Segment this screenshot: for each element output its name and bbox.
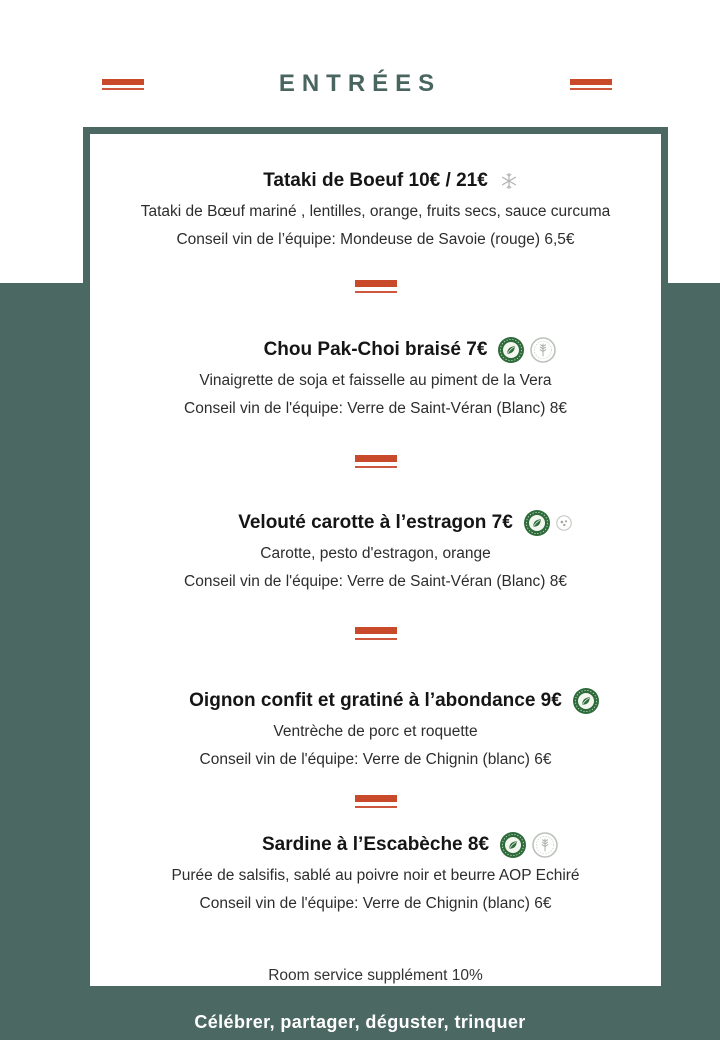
item-description: Vinaigrette de soja et faisselle au piment de la Vera: [199, 372, 552, 389]
item-description: Purée de salsifis, sablé au poivre noir et beurre AOP Echiré: [171, 867, 580, 884]
wine-advice: Conseil vin de l'équipe: Verre de Chignin (blanc) 6€: [199, 751, 552, 768]
vegetarian-badge-icon: [524, 510, 550, 536]
vegetarian-badge-icon: [498, 337, 524, 363]
item-title: [90, 337, 661, 363]
decoration-thin-line: [102, 88, 144, 90]
item-title-text: Chou Pak-Choi braisé 7€: [263, 339, 488, 360]
item-title: [90, 832, 661, 858]
menu-card: [83, 127, 668, 993]
gluten-badge-icon: [530, 337, 556, 363]
item-title-text: Tataki de Boeuf 10€ / 21€: [263, 170, 488, 191]
divider-thin-line: [355, 466, 397, 468]
item-title: [90, 688, 661, 714]
item-icons: [524, 510, 572, 536]
menu-item: [90, 688, 661, 772]
snowflake-icon: [499, 171, 519, 191]
room-service-note: Room service supplément 10%: [268, 967, 483, 984]
vegetarian-badge-icon: [573, 688, 599, 714]
item-title-text: Oignon confit et gratiné à l’abondance 9€: [189, 690, 562, 711]
divider-thin-line: [355, 291, 397, 293]
wine-advice: Conseil vin de l’équipe: Mondeuse de Savoie (rouge) 6,5€: [176, 231, 575, 248]
item-title: [90, 168, 661, 194]
divider-thick-bar: [355, 280, 397, 287]
item-icons: [498, 337, 556, 363]
decoration-thick-bar: [570, 79, 612, 85]
decoration-thick-bar: [102, 79, 144, 85]
item-icons: [500, 832, 558, 858]
item-description: Carotte, pesto d'estragon, orange: [260, 545, 491, 562]
menu-item: [90, 510, 661, 594]
wine-advice: Conseil vin de l'équipe: Verre de Saint-Véran (Blanc) 8€: [184, 400, 567, 417]
menu-item: [90, 832, 661, 916]
item-title: [90, 510, 661, 536]
divider-thin-line: [355, 638, 397, 640]
page-title: ENTRÉES: [278, 70, 442, 97]
divider-thin-line: [355, 806, 397, 808]
menu-item: [90, 168, 661, 252]
vegetarian-badge-icon: [500, 832, 526, 858]
wine-advice: Conseil vin de l'équipe: Verre de Saint-Véran (Blanc) 8€: [184, 573, 567, 590]
allergen-dots-icon: [556, 515, 572, 531]
item-description: Tataki de Bœuf mariné , lentilles, orange, fruits secs, sauce curcuma: [140, 203, 611, 220]
section-divider: [355, 280, 397, 293]
item-description: Ventrèche de porc et roquette: [273, 723, 478, 740]
item-icons: [573, 688, 599, 714]
section-divider: [355, 455, 397, 468]
divider-thick-bar: [355, 455, 397, 462]
section-divider: [355, 795, 397, 808]
divider-thick-bar: [355, 795, 397, 802]
item-title-text: Sardine à l’Escabèche 8€: [261, 834, 490, 855]
wine-advice: Conseil vin de l'équipe: Verre de Chignin (blanc) 6€: [199, 895, 552, 912]
section-divider: [355, 627, 397, 640]
item-title-text: Velouté carotte à l’estragon 7€: [238, 512, 513, 533]
gluten-badge-icon: [532, 832, 558, 858]
footer-tagline: Célébrer, partager, déguster, trinquer: [194, 1012, 526, 1032]
item-icons: [499, 171, 519, 191]
divider-thick-bar: [355, 627, 397, 634]
menu-item: [90, 337, 661, 421]
header-decoration-right: [570, 79, 612, 90]
header-decoration-left: [102, 79, 144, 90]
decoration-thin-line: [570, 88, 612, 90]
